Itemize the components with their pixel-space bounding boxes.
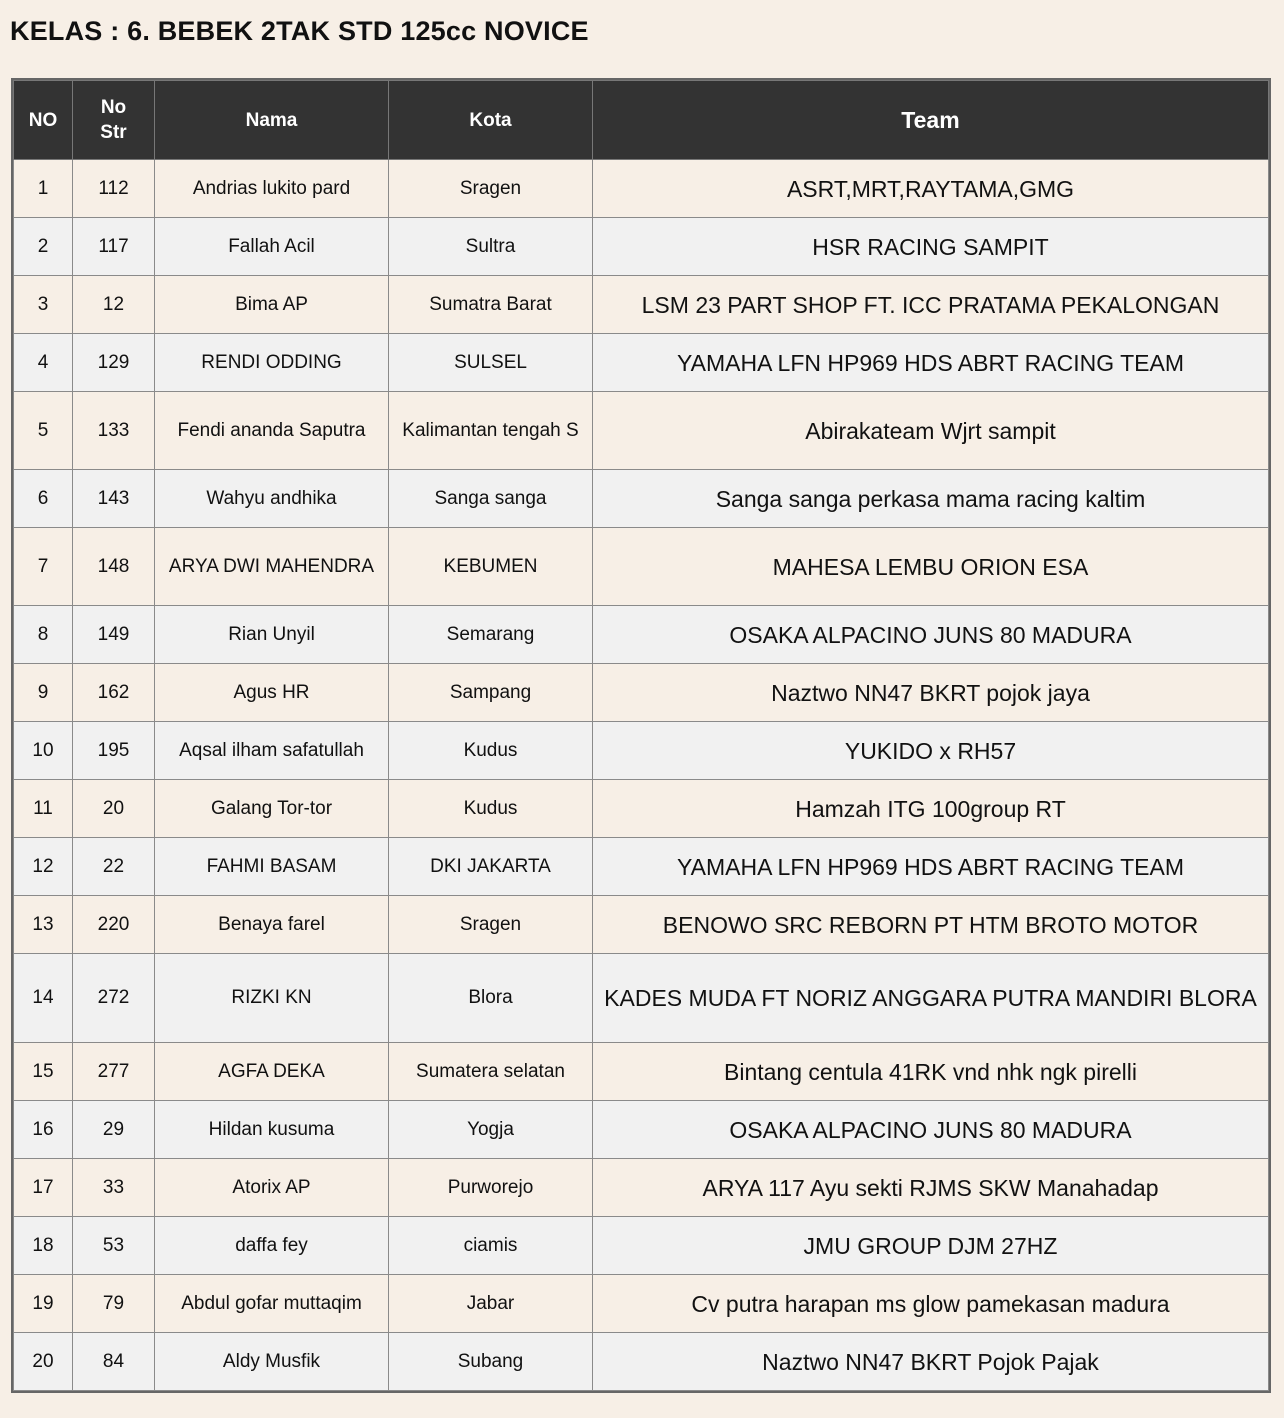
cell-no: 19 (14, 1275, 73, 1333)
page-title: KELAS : 6. BEBEK 2TAK STD 125cc NOVICE (10, 16, 589, 46)
cell-no-str: 117 (73, 218, 155, 276)
cell-no: 3 (14, 276, 73, 334)
table-row (14, 1275, 1269, 1333)
cell-nama: Benaya farel (155, 896, 389, 954)
cell-kota: Jabar (389, 1275, 593, 1333)
cell-team: Sanga sanga perkasa mama racing kaltim (593, 470, 1269, 528)
cell-kota: Sumatera selatan (389, 1043, 593, 1101)
cell-team: Abirakateam Wjrt sampit (593, 392, 1269, 470)
table-row (14, 392, 1269, 470)
cell-no-str: 112 (73, 160, 155, 218)
table-row (14, 334, 1269, 392)
cell-nama: Galang Tor-tor (155, 780, 389, 838)
table-row (14, 896, 1269, 954)
cell-no: 16 (14, 1101, 73, 1159)
cell-no: 7 (14, 528, 73, 606)
cell-kota: Sragen (389, 896, 593, 954)
table-row (14, 160, 1269, 218)
cell-no: 9 (14, 664, 73, 722)
cell-nama: AGFA DEKA (155, 1043, 389, 1101)
cell-no: 20 (14, 1333, 73, 1391)
cell-no: 2 (14, 218, 73, 276)
header-no-str (73, 81, 155, 160)
table-row (14, 218, 1269, 276)
cell-no-str: 272 (73, 954, 155, 1043)
cell-no: 6 (14, 470, 73, 528)
cell-kota: Yogja (389, 1101, 593, 1159)
header-nama: Nama (155, 81, 389, 160)
cell-kota: ciamis (389, 1217, 593, 1275)
header-no-str-line2: Str (100, 122, 127, 143)
table-row (14, 1159, 1269, 1217)
cell-team: LSM 23 PART SHOP FT. ICC PRATAMA PEKALONGAN (593, 276, 1269, 334)
cell-no-str: 53 (73, 1217, 155, 1275)
table-row (14, 1101, 1269, 1159)
participants-table-container (11, 78, 1271, 1393)
cell-team: MAHESA LEMBU ORION ESA (593, 528, 1269, 606)
cell-nama: FAHMI BASAM (155, 838, 389, 896)
cell-team: YUKIDO x RH57 (593, 722, 1269, 780)
cell-nama: ARYA DWI MAHENDRA (155, 528, 389, 606)
cell-kota: Sumatra Barat (389, 276, 593, 334)
cell-kota: KEBUMEN (389, 528, 593, 606)
cell-no: 5 (14, 392, 73, 470)
table-row (14, 838, 1269, 896)
cell-no-str: 29 (73, 1101, 155, 1159)
cell-nama: Agus HR (155, 664, 389, 722)
cell-no: 1 (14, 160, 73, 218)
cell-team: Cv putra harapan ms glow pamekasan madura (593, 1275, 1269, 1333)
cell-kota: Kudus (389, 780, 593, 838)
table-row (14, 1043, 1269, 1101)
cell-nama: RENDI ODDING (155, 334, 389, 392)
header-kota: Kota (389, 81, 593, 160)
cell-no: 14 (14, 954, 73, 1043)
table-row (14, 722, 1269, 780)
cell-no-str: 33 (73, 1159, 155, 1217)
table-row (14, 528, 1269, 606)
participants-table (13, 80, 1269, 1391)
cell-no-str: 149 (73, 606, 155, 664)
cell-no-str: 84 (73, 1333, 155, 1391)
cell-kota: SULSEL (389, 334, 593, 392)
cell-no: 13 (14, 896, 73, 954)
cell-nama: Abdul gofar muttaqim (155, 1275, 389, 1333)
table-header-row (14, 81, 1269, 160)
cell-no-str: 143 (73, 470, 155, 528)
cell-no-str: 162 (73, 664, 155, 722)
cell-no-str: 79 (73, 1275, 155, 1333)
cell-kota: Sanga sanga (389, 470, 593, 528)
table-row (14, 954, 1269, 1043)
cell-team: Naztwo NN47 BKRT pojok jaya (593, 664, 1269, 722)
cell-team: Naztwo NN47 BKRT Pojok Pajak (593, 1333, 1269, 1391)
cell-nama: Wahyu andhika (155, 470, 389, 528)
cell-team: OSAKA ALPACINO JUNS 80 MADURA (593, 606, 1269, 664)
cell-no-str: 148 (73, 528, 155, 606)
cell-nama: Bima AP (155, 276, 389, 334)
cell-no: 17 (14, 1159, 73, 1217)
header-no-str-line1: No (100, 97, 127, 118)
cell-kota: Kalimantan tengah S (389, 392, 593, 470)
cell-nama: Fendi ananda Saputra (155, 392, 389, 470)
header-team: Team (593, 81, 1269, 160)
table-row (14, 780, 1269, 838)
header-no: NO (14, 81, 73, 160)
cell-kota: Sultra (389, 218, 593, 276)
cell-nama: Aqsal ilham safatullah (155, 722, 389, 780)
cell-team: YAMAHA LFN HP969 HDS ABRT RACING TEAM (593, 334, 1269, 392)
cell-no-str: 129 (73, 334, 155, 392)
cell-team: ASRT,MRT,RAYTAMA,GMG (593, 160, 1269, 218)
cell-team: BENOWO SRC REBORN PT HTM BROTO MOTOR (593, 896, 1269, 954)
table-body (14, 160, 1269, 1391)
cell-kota: Purworejo (389, 1159, 593, 1217)
cell-team: OSAKA ALPACINO JUNS 80 MADURA (593, 1101, 1269, 1159)
cell-no: 15 (14, 1043, 73, 1101)
cell-kota: Sragen (389, 160, 593, 218)
cell-no: 11 (14, 780, 73, 838)
cell-nama: Andrias lukito pard (155, 160, 389, 218)
cell-kota: Subang (389, 1333, 593, 1391)
table-row (14, 276, 1269, 334)
cell-no: 4 (14, 334, 73, 392)
table-row (14, 470, 1269, 528)
cell-team: JMU GROUP DJM 27HZ (593, 1217, 1269, 1275)
cell-no-str: 133 (73, 392, 155, 470)
cell-no-str: 22 (73, 838, 155, 896)
cell-no: 10 (14, 722, 73, 780)
cell-team: Bintang centula 41RK vnd nhk ngk pirelli (593, 1043, 1269, 1101)
cell-no-str: 20 (73, 780, 155, 838)
cell-kota: Sampang (389, 664, 593, 722)
cell-team: YAMAHA LFN HP969 HDS ABRT RACING TEAM (593, 838, 1269, 896)
cell-team: HSR RACING SAMPIT (593, 218, 1269, 276)
cell-no-str: 220 (73, 896, 155, 954)
cell-no: 12 (14, 838, 73, 896)
cell-nama: Fallah Acil (155, 218, 389, 276)
cell-nama: daffa fey (155, 1217, 389, 1275)
table-row (14, 1333, 1269, 1391)
cell-nama: RIZKI KN (155, 954, 389, 1043)
cell-no-str: 195 (73, 722, 155, 780)
cell-team: ARYA 117 Ayu sekti RJMS SKW Manahadap (593, 1159, 1269, 1217)
cell-kota: Semarang (389, 606, 593, 664)
cell-nama: Rian Unyil (155, 606, 389, 664)
cell-nama: Atorix AP (155, 1159, 389, 1217)
table-row (14, 606, 1269, 664)
cell-no-str: 277 (73, 1043, 155, 1101)
cell-nama: Hildan kusuma (155, 1101, 389, 1159)
cell-no: 18 (14, 1217, 73, 1275)
cell-kota: DKI JAKARTA (389, 838, 593, 896)
table-row (14, 1217, 1269, 1275)
cell-kota: Blora (389, 954, 593, 1043)
cell-no: 8 (14, 606, 73, 664)
cell-team: Hamzah ITG 100group RT (593, 780, 1269, 838)
cell-nama: Aldy Musfik (155, 1333, 389, 1391)
cell-no-str: 12 (73, 276, 155, 334)
table-row (14, 664, 1269, 722)
cell-kota: Kudus (389, 722, 593, 780)
cell-team: KADES MUDA FT NORIZ ANGGARA PUTRA MANDIRI BLORA (593, 954, 1269, 1043)
